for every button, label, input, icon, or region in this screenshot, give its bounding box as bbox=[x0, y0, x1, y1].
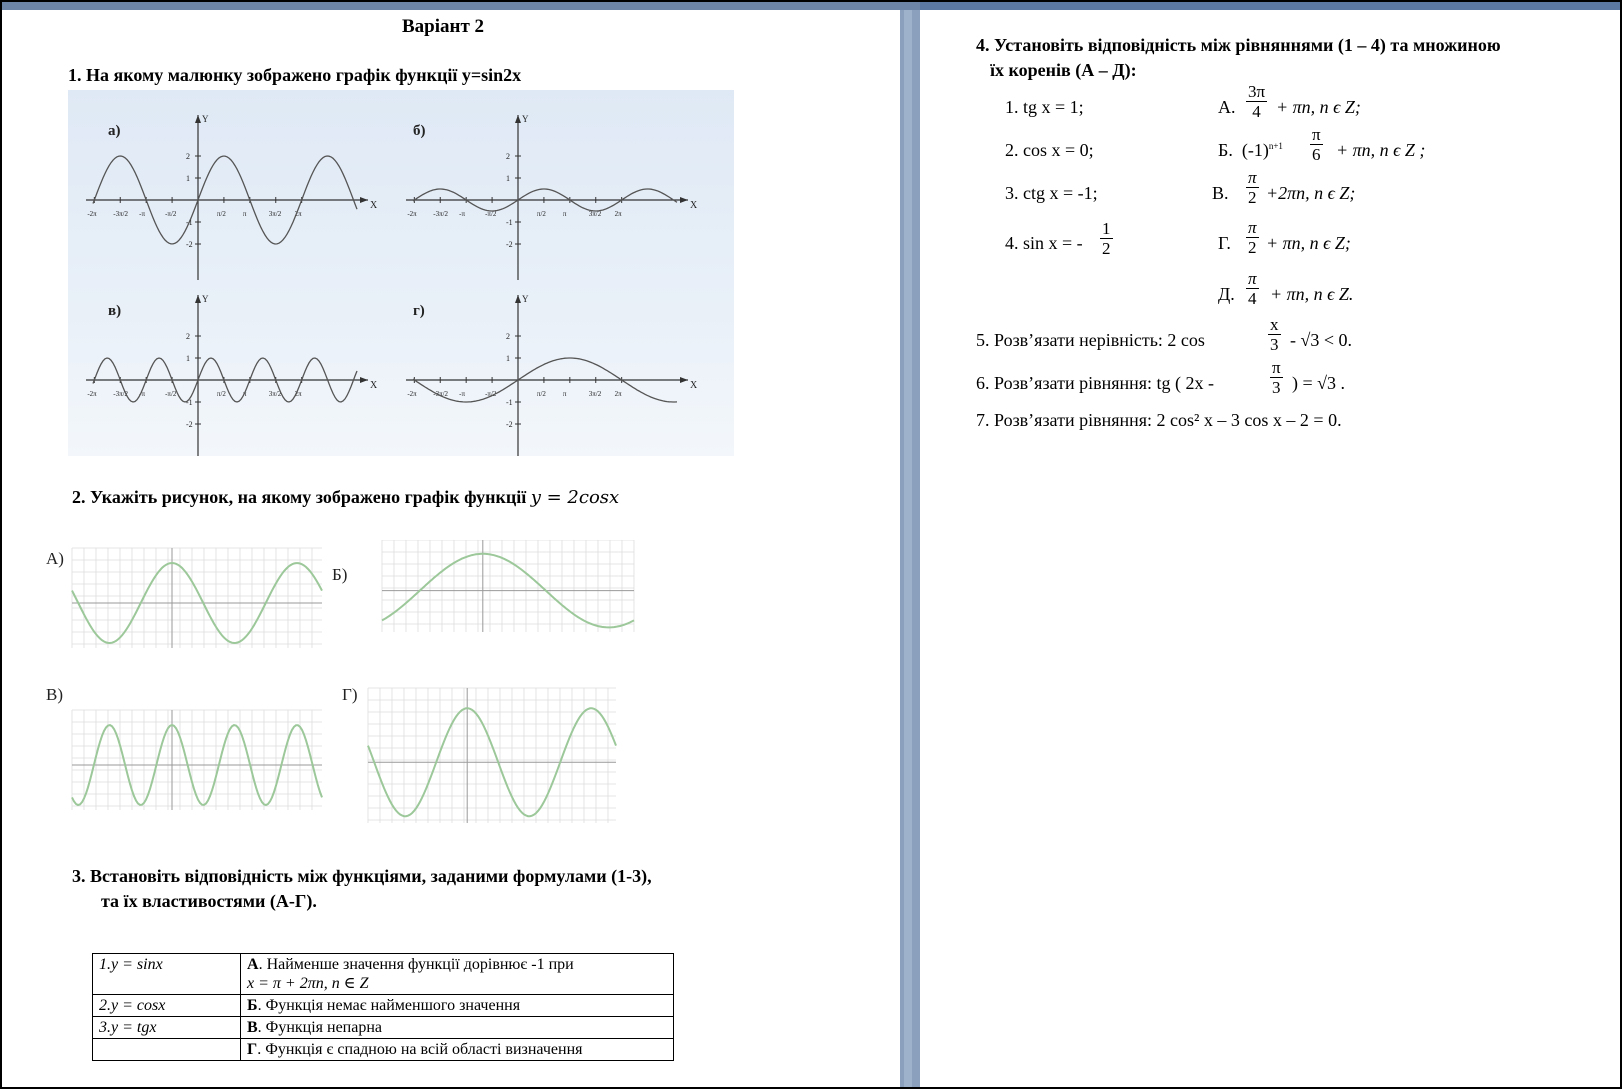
y-tick-label: -2 bbox=[506, 240, 513, 249]
q6-fraction: $\frac{\pi}{3}$ bbox=[1272, 358, 1281, 397]
graph-label: Б) bbox=[332, 565, 348, 584]
func-cell bbox=[93, 1039, 241, 1061]
y-tick-label: 1 bbox=[186, 174, 190, 183]
q5-tail: - √3 < 0. bbox=[1290, 330, 1353, 350]
x-arrow bbox=[360, 377, 368, 383]
y-axis-label: Y bbox=[202, 294, 209, 304]
x-tick-label: 3π/2 bbox=[268, 390, 282, 398]
answer-g-fraction: $\frac{\pi}{2}$ bbox=[1248, 218, 1257, 257]
answer-d-fraction: $\frac{\pi}{4}$ bbox=[1248, 269, 1257, 308]
answer-b: Б. $(-1)^{n+1}$ bbox=[1218, 140, 1283, 160]
answer-d: Д. bbox=[1218, 284, 1235, 304]
x-axis-label: X bbox=[690, 380, 698, 391]
graph-label: г) bbox=[413, 303, 425, 319]
eq-1: 1. tg x = 1; bbox=[1005, 97, 1084, 117]
y-tick-label: -1 bbox=[186, 218, 193, 227]
y-arrow bbox=[195, 295, 201, 303]
answer-a-fraction: $\frac{3\pi}{4}$ bbox=[1248, 82, 1266, 121]
x-tick-label: π/2 bbox=[216, 390, 226, 398]
eq-4-fraction: $\frac{1}{2}$ bbox=[1102, 219, 1111, 258]
x-tick-label: -2π bbox=[407, 390, 417, 398]
q5-lead: 5. Розв’язати нерівність: 2 cos bbox=[976, 330, 1205, 350]
y-arrow bbox=[515, 115, 521, 123]
func-cell: 2.y = cosx bbox=[93, 995, 241, 1017]
eq-2: 2. cos x = 0; bbox=[1005, 140, 1094, 160]
prop-cell: В. Функція непарна bbox=[241, 1017, 674, 1039]
x-tick-label: 2π bbox=[614, 390, 622, 398]
q6-lead: 6. Розв’язати рівняння: tg ( 2x - bbox=[976, 373, 1215, 393]
x-axis-label: X bbox=[370, 200, 378, 211]
eq-4: 4. sin x = - bbox=[1005, 233, 1083, 253]
y-tick-label: -2 bbox=[186, 420, 193, 429]
q6-tail: ) = √3 . bbox=[1292, 373, 1346, 393]
x-tick-label: -3π/2 bbox=[113, 210, 129, 218]
table-row bbox=[93, 995, 674, 1017]
x-tick-label: -2π bbox=[87, 210, 97, 218]
q7-text: 7. Розв’язати рівняння: 2 cos² x – 3 cos x – 2 = 0. bbox=[976, 410, 1342, 430]
y-axis-label: Y bbox=[522, 294, 529, 304]
graph-label: Г) bbox=[342, 685, 358, 704]
answer-g-tail: + πn, n ϵ Z; bbox=[1266, 233, 1351, 253]
q2-text: 2. Укажіть рисунок, на якому зображено графік функції y = 2cosx bbox=[72, 487, 620, 508]
x-tick-label: π bbox=[242, 210, 247, 218]
y-arrow bbox=[195, 115, 201, 123]
x-tick-label: -π bbox=[459, 210, 466, 218]
q1-graph-4 bbox=[406, 294, 698, 456]
y-tick-label: 1 bbox=[506, 174, 510, 183]
answer-v-tail: +2πn, n ϵ Z; bbox=[1266, 183, 1356, 203]
answer-b-tail: + πn, n ϵ Z ; bbox=[1336, 140, 1426, 160]
q1-graph-3 bbox=[86, 294, 378, 456]
func-cell: 1.y = sinx bbox=[93, 954, 241, 995]
q4-line2: їх коренів (А – Д): bbox=[990, 60, 1137, 80]
q2-formula: y = 2cosx bbox=[530, 487, 620, 508]
y-tick-label: 1 bbox=[186, 354, 190, 363]
answer-b-fraction: $\frac{\pi}{6}$ bbox=[1312, 125, 1321, 164]
y-tick-label: 2 bbox=[186, 152, 190, 161]
x-arrow bbox=[360, 197, 368, 203]
x-tick-label: -π/2 bbox=[485, 210, 497, 218]
x-arrow bbox=[680, 377, 688, 383]
q1-text: 1. На якому малюнку зображено графік функції у=sin2x bbox=[68, 65, 522, 85]
x-tick-label: -π/2 bbox=[485, 390, 497, 398]
func-cell: 3.y = tgx bbox=[93, 1017, 241, 1039]
y-tick-label: -1 bbox=[506, 218, 513, 227]
x-tick-label: -π/2 bbox=[165, 210, 177, 218]
q3-table bbox=[92, 953, 674, 1061]
prop-cell: Б. Функція немає найменшого значення bbox=[241, 995, 674, 1017]
x-tick-label: -2π bbox=[407, 210, 417, 218]
x-tick-label: 3π/2 bbox=[268, 210, 282, 218]
prop-cell: А. Найменше значення функції дорівнює -1 при x = π + 2πn, n ∈ Z bbox=[241, 954, 674, 995]
y-tick-label: -2 bbox=[506, 420, 513, 429]
x-arrow bbox=[680, 197, 688, 203]
y-tick-label: 2 bbox=[506, 332, 510, 341]
x-tick-label: -2π bbox=[87, 390, 97, 398]
q2-graph-3 bbox=[46, 685, 322, 810]
x-tick-label: π/2 bbox=[536, 210, 546, 218]
answer-v-fraction: $\frac{\pi}{2}$ bbox=[1248, 168, 1257, 207]
x-tick-label: π bbox=[562, 210, 567, 218]
y-tick-label: -2 bbox=[186, 240, 193, 249]
x-axis-label: X bbox=[370, 380, 378, 391]
x-tick-label: 2π bbox=[294, 390, 302, 398]
variant-title: Варіант 2 bbox=[402, 16, 485, 37]
q1-graph-1 bbox=[86, 114, 378, 280]
q2-graph-2 bbox=[332, 540, 634, 632]
q1-graphs bbox=[68, 90, 734, 456]
x-tick-label: -3π/2 bbox=[433, 390, 449, 398]
q2-graphs bbox=[40, 540, 670, 850]
graph-label: В) bbox=[46, 685, 63, 704]
q1-graph-2 bbox=[406, 114, 698, 280]
q4-line1: 4. Установіть відповідність між рівняннями (1 – 4) та множиною bbox=[976, 35, 1501, 55]
prop-cell: Г. Функція є спадною на всій області визначення bbox=[241, 1039, 674, 1061]
answer-g: Г. bbox=[1218, 233, 1231, 253]
answer-a: А. bbox=[1218, 97, 1236, 117]
x-tick-label: -π bbox=[459, 390, 466, 398]
x-tick-label: -π bbox=[139, 390, 146, 398]
eq-3: 3. ctg x = -1; bbox=[1005, 183, 1098, 203]
x-tick-label: π bbox=[242, 390, 247, 398]
y-arrow bbox=[515, 295, 521, 303]
graph-label: А) bbox=[46, 549, 64, 568]
table-row bbox=[93, 1017, 674, 1039]
x-tick-label: π/2 bbox=[536, 390, 546, 398]
x-tick-label: -3π/2 bbox=[433, 210, 449, 218]
graph-label: б) bbox=[413, 123, 426, 139]
q5-fraction: $\frac{x}{3}$ bbox=[1270, 315, 1279, 354]
y-tick-label: -1 bbox=[186, 398, 193, 407]
table-row bbox=[93, 1039, 674, 1061]
q3-line1: 3. Встановіть відповідність між функціями, заданими формулами (1-3), bbox=[72, 866, 652, 886]
q3-line2: та їх властивостями (А-Г). bbox=[101, 891, 317, 911]
q2-graph-4 bbox=[342, 685, 616, 823]
q2-graph-1 bbox=[46, 548, 322, 648]
x-tick-label: 2π bbox=[614, 210, 622, 218]
graph-label: а) bbox=[108, 123, 121, 139]
y-tick-label: 1 bbox=[506, 354, 510, 363]
x-tick-label: 3π/2 bbox=[588, 210, 602, 218]
y-tick-label: -1 bbox=[506, 398, 513, 407]
answer-a-tail: + πn, n ϵ Z; bbox=[1276, 97, 1361, 117]
x-tick-label: 3π/2 bbox=[588, 390, 602, 398]
y-tick-label: 2 bbox=[506, 152, 510, 161]
answer-v: В. bbox=[1212, 183, 1229, 203]
y-axis-label: Y bbox=[522, 114, 529, 124]
x-tick-label: 2π bbox=[294, 210, 302, 218]
x-tick-label: -π bbox=[139, 210, 146, 218]
x-tick-label: π bbox=[562, 390, 567, 398]
x-axis-label: X bbox=[690, 200, 698, 211]
y-tick-label: 2 bbox=[186, 332, 190, 341]
x-tick-label: -π/2 bbox=[165, 390, 177, 398]
x-tick-label: -3π/2 bbox=[113, 390, 129, 398]
x-tick-label: π/2 bbox=[216, 210, 226, 218]
table-row bbox=[93, 954, 674, 995]
answer-d-tail: + πn, n ϵ Z. bbox=[1270, 284, 1354, 304]
y-axis-label: Y bbox=[202, 114, 209, 124]
graph-label: в) bbox=[108, 303, 122, 319]
